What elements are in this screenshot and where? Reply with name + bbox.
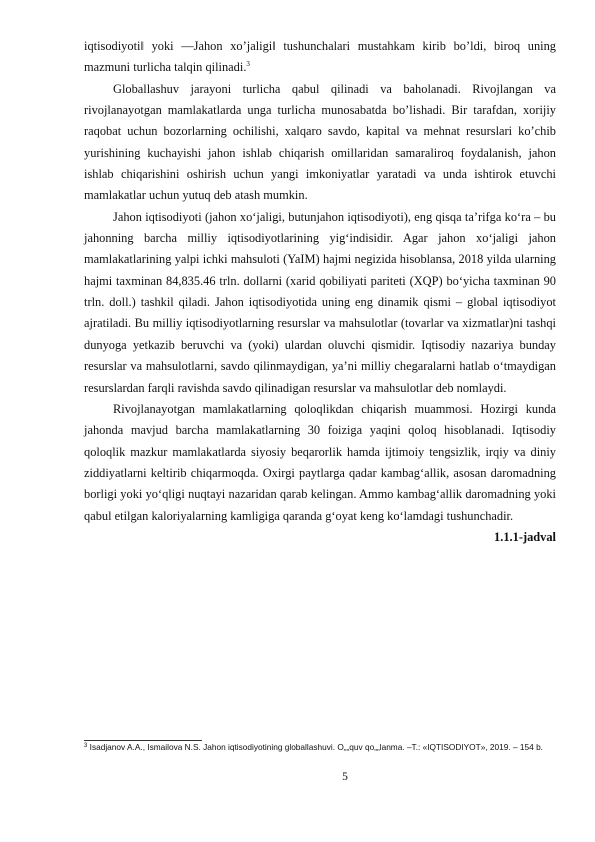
paragraph-1-text: iqtisodiyoti‖ yoki —Jahon xo’jaligi‖ tushunchalari mustahkam kirib bo’ldi, biroq uning mazmuni turlicha talqin qilinadi. (84, 39, 556, 75)
footnote-marker: 3 (84, 743, 88, 749)
paragraph-1 (84, 36, 556, 79)
footnote-text: Isadjanov A.A., Ismailova N.S. Jahon iqtisodiyotining globallashuvi. O„„quv qo„„lanma. –T.: «IQTISODIYOT», 2019. – 154 b. (89, 742, 543, 752)
paragraph-2: Globallashuv jarayoni turlicha qabul qilinadi va baholanadi. Rivojlangan va rivojlanayotgan mamlakatlarda unga turlicha munosabatda bo’lishadi. Bir tarafdan, xorijiy raqobat uchun bozorlarning ochilishi, xalqaro savdo, kapital va mehnat resurslari ko’chib yurishining kuchayishi jahon ishlab chiqarish omillaridan samaraliroq foydalanish, jahon ishlab chiqarishini oshirish uchun yangi imkoniyatlar yaratadi va unda ishtirok etuvchi mamlakatlar uchun yutuq deb atash mumkin. (84, 81, 556, 203)
page-number: 5 (342, 771, 348, 783)
footnote (84, 742, 556, 754)
paragraph-3: Jahon iqtisodiyoti (jahon xo‘jaligi, butunjahon iqtisodiyoti), eng qisqa ta’rifga ko‘ra – bu jahonning barcha milliy iqtisodiyotlarining yig‘indisidir. Agar jahon xo‘jaligi jahon mamlakatlarining yalpi ichki mahsuloti (YaIM) hajmi negizida hisoblansa, 2018 yilda ularning hajmi taxminan 84,835.46 trln. dollarni (xarid qobiliyati pariteti (XQP) bo‘yicha taxminan 90 trln. doll.) tashkil qiladi. Jahon iqtisodiyotida uning eng dinamik qismi – global iqtisodiyot ajratiladi. Bu milliy iqtisodiyotlarning resurslar va mahsulotlar (tovarlar va xizmatlar)ni tashqi dunyoga yetkazib beruvchi va (yoki) ulardan oluvchi qismidir. Iqtisodiy nazariya bunday resurslar va mahsulotlarni, savdo qilinmaydigan, ya’ni milliy chegaralarni hatlab o‘tmaydigan resurslardan farqli ravishda savdo qilinadigan resurslar va mahsulotlar deb nomlaydi. (84, 209, 556, 395)
document-body (84, 36, 556, 548)
paragraph-4: Rivojlanayotgan mamlakatlarning qoloqlikdan chiqarish muammosi. Hozirgi kunda jahonda mavjud barcha mamlakatlarning 30 foiziga yaqini qoloq hisoblanadi. Iqtisodiy qoloqlik mazkur mamlakatlarda siyosiy beqarorlik hamda ijtimoiy tengsizlik, irqiy va diniy ziddiyatlarni keltirib chiqarmoqda. Oxirgi paytlarga qadar kambag‘allik, asosan daromadning borligi yoki yo‘qligi nuqtayi nazaridan qarab kelingan. Ammo kambag‘allik daromadning yoki qabul etilgan kaloriyalarning kamligiga qaranda g‘oyat keng ko‘lamdagi tushunchadir. (84, 401, 556, 523)
footnote-divider (84, 740, 202, 741)
footnote-reference[interactable]: 3 (246, 60, 250, 69)
table-label: 1.1.1-jadval (494, 529, 556, 544)
